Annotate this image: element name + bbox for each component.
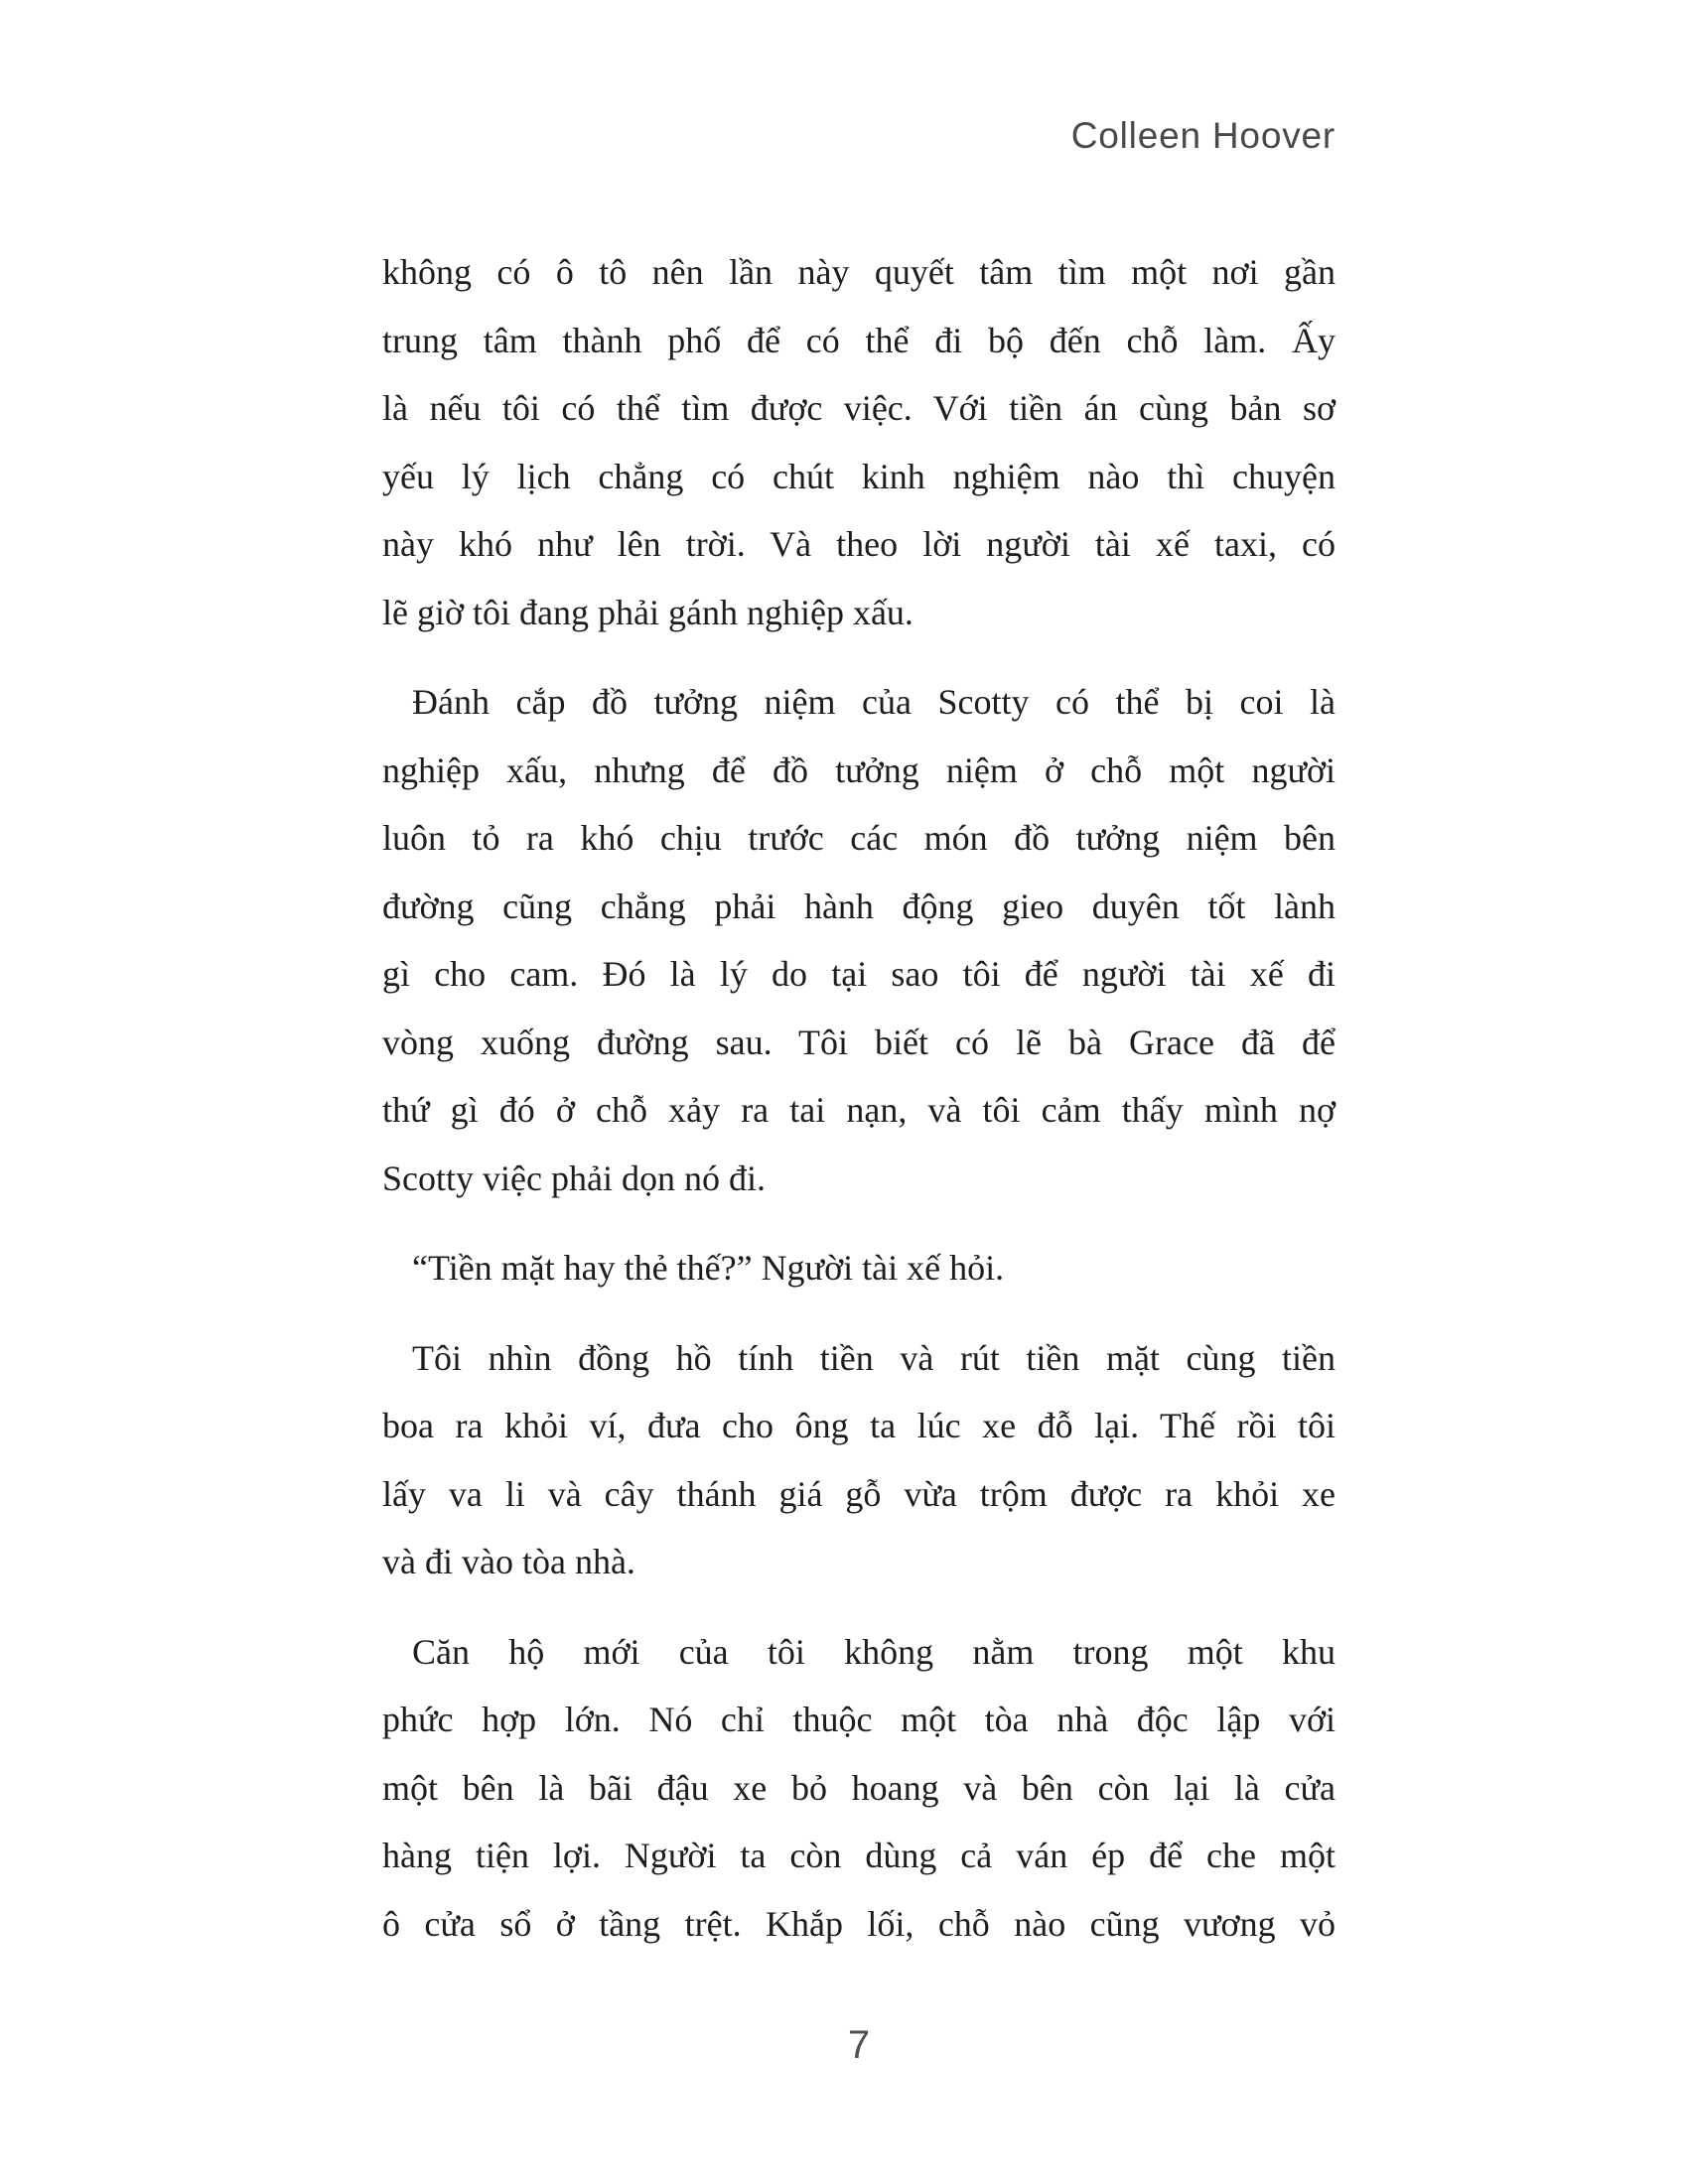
- body-line: là nếu tôi có thể tìm được việc. Với tiền án cùng bản sơ: [382, 388, 1336, 428]
- paragraph: [382, 1324, 1336, 1596]
- body-line: một bên là bãi đậu xe bỏ hoang và bên còn lại là cửa: [382, 1767, 1336, 1808]
- body-line: yếu lý lịch chẳng có chút kinh nghiệm nào thì chuyện: [382, 456, 1336, 496]
- body-line: và đi vào tòa nhà.: [382, 1542, 635, 1581]
- body-line: đường cũng chẳng phải hành động gieo duyên tốt lành: [382, 886, 1336, 926]
- body-line: luôn tỏ ra khó chịu trước các món đồ tưởng niệm bên: [382, 818, 1336, 858]
- running-head-author: Colleen Hoover: [1070, 115, 1336, 156]
- body-line: Tôi nhìn đồng hồ tính tiền và rút tiền mặt cùng tiền: [412, 1337, 1336, 1378]
- body-line: không có ô tô nên lần này quyết tâm tìm một nơi gần: [382, 252, 1336, 292]
- body-line: nghiệp xấu, nhưng để đồ tưởng niệm ở chỗ một người: [382, 750, 1336, 790]
- body-line: lấy va li và cây thánh giá gỗ vừa trộm được ra khỏi xe: [382, 1473, 1336, 1514]
- body-line: Căn hộ mới của tôi không nằm trong một khu: [412, 1631, 1336, 1672]
- paragraph: [382, 238, 1336, 646]
- body-line: Đánh cắp đồ tưởng niệm của Scotty có thể bị coi là: [412, 682, 1336, 722]
- body-line: gì cho cam. Đó là lý do tại sao tôi để người tài xế đi: [382, 954, 1336, 994]
- body-line: “Tiền mặt hay thẻ thế?” Người tài xế hỏi.: [412, 1248, 1005, 1288]
- body-text-block: [382, 238, 1336, 1958]
- body-line: lẽ giờ tôi đang phải gánh nghiệp xấu.: [382, 592, 914, 632]
- page-footer: [382, 2023, 1336, 2068]
- body-line: boa ra khỏi ví, đưa cho ông ta lúc xe đỗ lại. Thế rồi tôi: [382, 1406, 1336, 1445]
- paragraph: [382, 1234, 1336, 1302]
- body-line: thứ gì đó ở chỗ xảy ra tai nạn, và tôi cảm thấy mình nợ: [382, 1090, 1336, 1130]
- body-line: Scotty việc phải dọn nó đi.: [382, 1158, 766, 1198]
- body-line: vòng xuống đường sau. Tôi biết có lẽ bà Grace đã để: [382, 1022, 1336, 1062]
- paragraph: [382, 1618, 1336, 1959]
- body-line: phức hợp lớn. Nó chỉ thuộc một tòa nhà độc lập với: [382, 1700, 1336, 1739]
- body-line: hàng tiện lợi. Người ta còn dùng cả ván ép để che một: [382, 1836, 1336, 1875]
- body-line: ô cửa sổ ở tầng trệt. Khắp lối, chỗ nào cũng vương vỏ: [382, 1903, 1336, 1944]
- paragraph: [382, 668, 1336, 1212]
- page-number: 7: [847, 2023, 871, 2067]
- body-line: này khó như lên trời. Và theo lời người tài xế taxi, có: [382, 524, 1336, 564]
- body-line: trung tâm thành phố để có thể đi bộ đến chỗ làm. Ấy: [382, 320, 1336, 360]
